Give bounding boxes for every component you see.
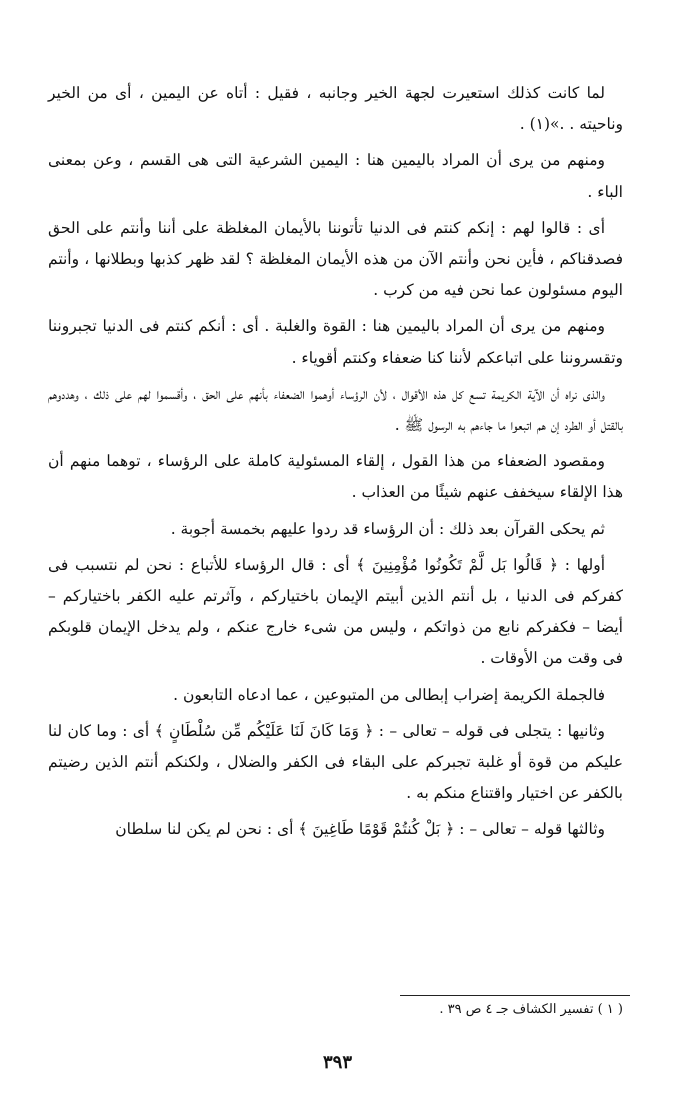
page-number: ٣٩٣ <box>322 1052 352 1073</box>
paragraph-1: لما كانت كذلك استعيرت لجهة الخير وجانبه ، فقيل : أتاه عن اليمين ، أى من الخير وناحيته . .»(١) . <box>48 84 623 134</box>
paragraph-8: أولها : ﴿ قَالُوا بَل لَّمْ تَكُونُوا مُؤْمِنِينَ ﴾ أى : قال الرؤساء للأتباع : نحن لم نتسبب فى كفركم فى الدنيا ، بل أنتم الذين أبيتم الإيمان باختياركم ، وآثرتم عليه الكفر باختياركم – أيضا – فكفركم نابع من ذواتكم ، وليس من شىء خارج عنكم ، ولم يدخل الإيمان قلوبكم فى وقت من الأوقات . <box>48 555 623 668</box>
paragraph-6: ومقصود الضعفاء من هذا القول ، إلقاء المسئولية كاملة على الرؤساء ، توهما منهم أن هذا الإلقاء سيخفف عنهم شيئًا من العذاب . <box>48 452 623 502</box>
footnote-divider <box>400 995 630 996</box>
paragraph-11: وثالثها قوله – تعالى – : ﴿ بَلْ كُنتُمْ قَوْمًا طَاغِينَ ﴾ أى : نحن لم يكن لنا سلطان <box>115 820 605 839</box>
paragraph-3: أى : قالوا لهم : إنكم كنتم فى الدنيا تأتوننا بالأيمان المغلظة على أننا وأنتم على الحق فصدقناكم ، فأين نحن وأنتم الآن من هذه الأيمان المغلظة ؟ لقد ظهر كذبها وبطلانها ، وأنتم اليوم مسئولون عما نحن فيه من كرب . <box>48 218 623 300</box>
paragraph-7: ثم يحكى القرآن بعد ذلك : أن الرؤساء قد ردوا عليهم بخمسة أجوبة . <box>170 519 605 538</box>
paragraph-4: ومنهم من يرى أن المراد باليمين هنا : القوة والغلبة . أى : أنكم كنتم فى الدنيا تجبروننا وتقسروننا على اتباعكم لأننا كنا ضعفاء وكنتم أقوياء . <box>48 317 623 367</box>
paragraph-9: فالجملة الكريمة إضراب إبطالى من المتبوعين ، عما ادعاه التابعون . <box>173 685 605 704</box>
paragraph-5: والذى نراه أن الآية الكريمة تسع كل هذه الأقوال ، لأن الرؤساء أوهموا الضعفاء بأنهم على الحق ، وأقسموا لهم على ذلك ، وهددوهم بالقتل أو الطرد إن هم اتبعوا ما جاءهم به الرسول ﷺ . <box>48 384 623 435</box>
footnote: ( ١ ) تفسير الكشاف جـ ٤ ص ٣٩ . <box>439 1002 623 1017</box>
paragraph-2: ومنهم من يرى أن المراد باليمين هنا : اليمين الشرعية التى هى القسم ، وعن بمعنى الباء . <box>48 151 623 201</box>
paragraph-10: وثانيها : يتجلى فى قوله – تعالى – : ﴿ وَمَا كَانَ لَنَا عَلَيْكُم مِّن سُلْطَانٍ ﴾ أى : وما كان لنا عليكم من قوة أو غلبة تجبركم على البقاء فى الكفر والضلال ، ولكنكم أنتم الذين رضيتم بالكفر عن اختيار واقتناع منكم به . <box>48 721 623 803</box>
body-text <box>48 78 623 851</box>
